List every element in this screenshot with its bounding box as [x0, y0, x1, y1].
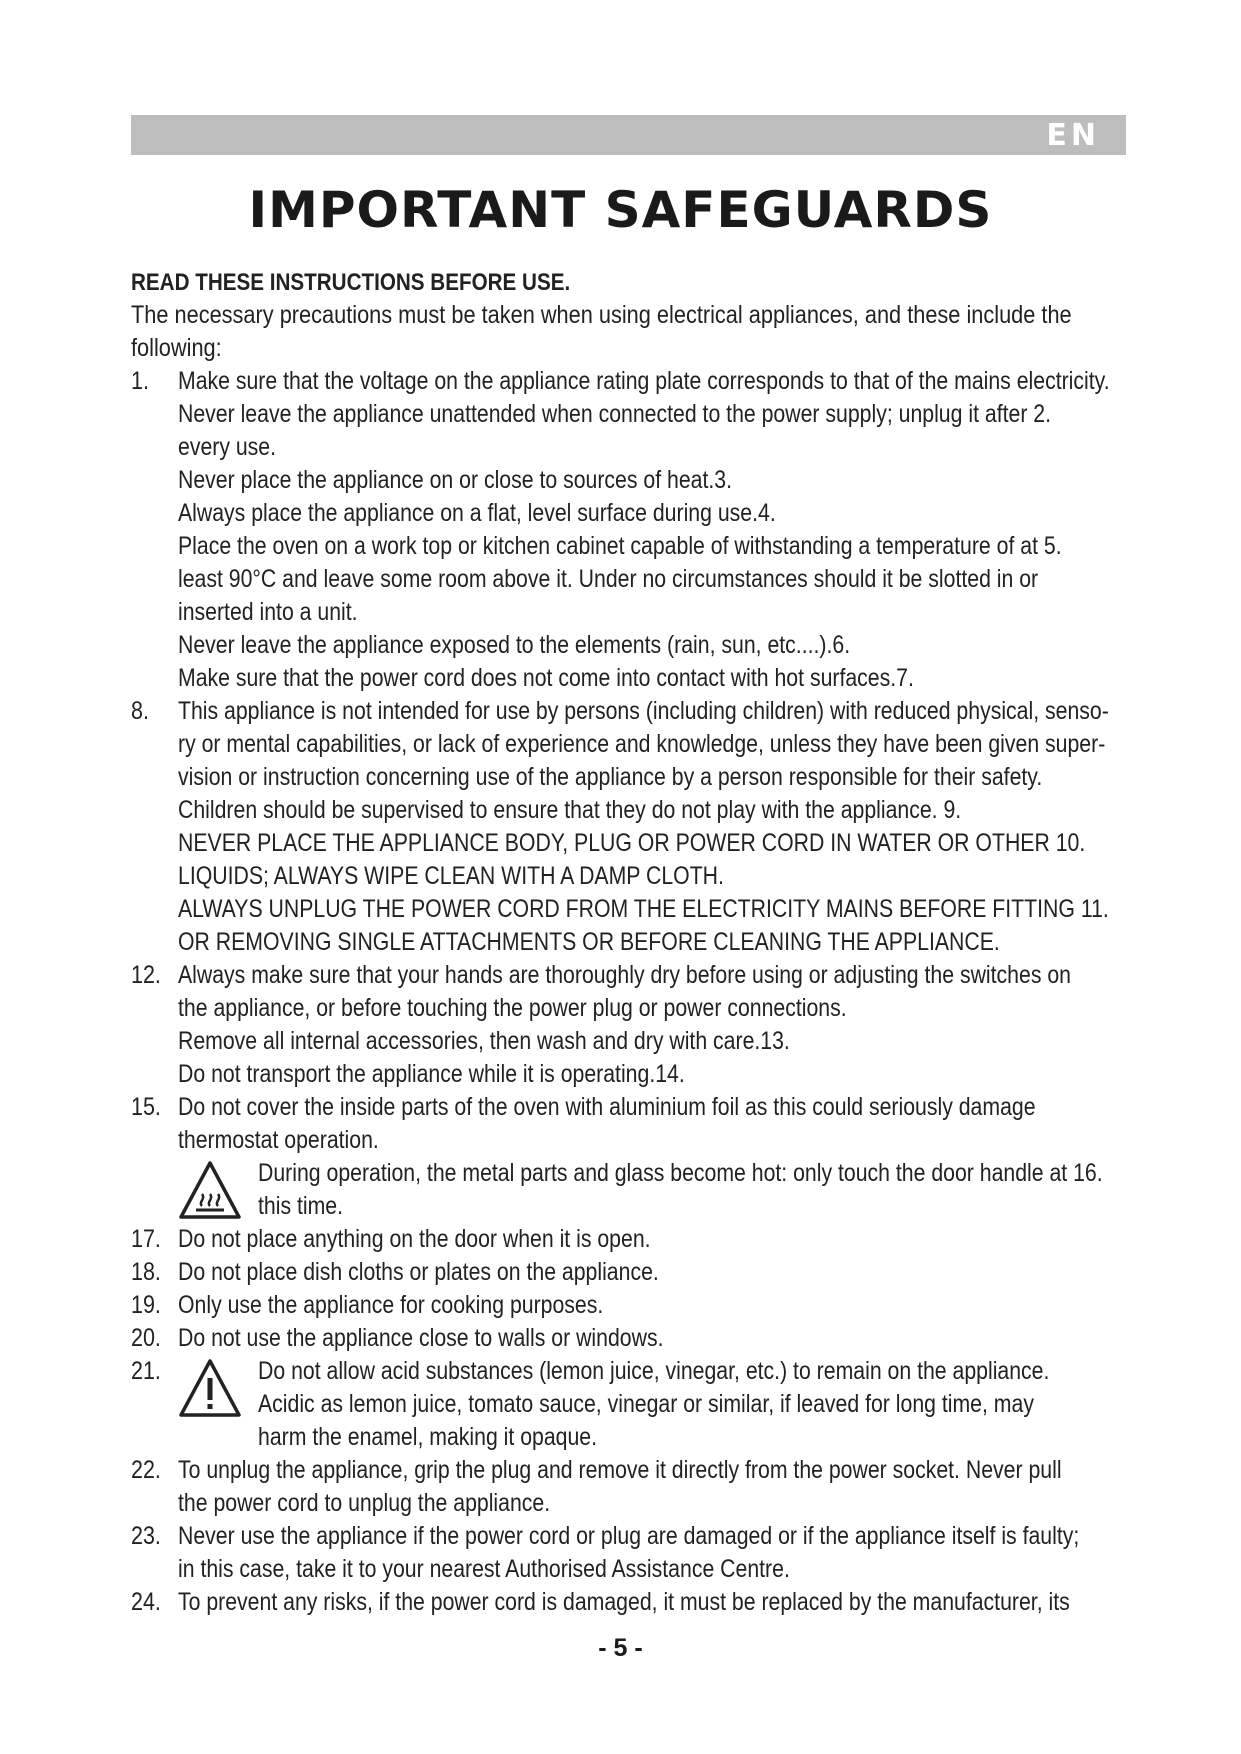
language-label: EN [1046, 118, 1100, 153]
list-item [131, 1025, 1131, 1058]
list-item [131, 398, 1131, 464]
list-item [131, 1586, 1131, 1619]
item-text-line: Only use the appliance for cooking purposes. [178, 1291, 604, 1319]
item-text-line: Do not cover the inside parts of the oven with aluminium foil as this could seriously damage [178, 1093, 1036, 1121]
item-text-line: Children should be supervised to ensure that they do not play with the appliance. 9. [178, 796, 962, 824]
item-text-line: Never leave the appliance exposed to the elements (rain, sun, etc....).6. [178, 631, 851, 659]
intro-line: following: [131, 334, 222, 362]
item-number: 18. [131, 1258, 161, 1286]
list-item [131, 794, 1131, 827]
item-text-line: To unplug the appliance, grip the plug and remove it directly from the power socket. Never pull [178, 1456, 1062, 1484]
item-text-line: Do not allow acid substances (lemon juice, vinegar, etc.) to remain on the appliance. [258, 1357, 1050, 1385]
item-number: 24. [131, 1588, 161, 1616]
item-text-line: this time. [258, 1192, 344, 1220]
item-number: 21. [131, 1357, 161, 1385]
item-number: 15. [131, 1093, 161, 1121]
list-item [131, 893, 1131, 959]
document-body [131, 266, 1131, 1619]
item-text [178, 695, 1109, 794]
item-text [178, 1454, 1062, 1520]
item-number: 20. [131, 1324, 161, 1352]
item-text [178, 827, 1086, 893]
page-number: - 5 - [598, 1634, 643, 1662]
item-text [178, 629, 988, 662]
list-item [131, 464, 1131, 497]
item-text [178, 959, 1071, 1025]
item-text [178, 1091, 1036, 1157]
list-item [131, 530, 1131, 629]
item-text-line: OR REMOVING SINGLE ATTACHMENTS OR BEFORE CLEANING THE APPLIANCE. [178, 928, 1000, 956]
item-text-line: Do not transport the appliance while it is operating.14. [178, 1060, 685, 1088]
item-text-line: Make sure that the voltage on the appliance rating plate corresponds to that of the mains electricity. [178, 367, 1110, 395]
item-text-line: Never leave the appliance unattended when connected to the power supply; unplug it after 2. [178, 400, 1052, 428]
page-title: IMPORTANT SAFEGUARDS [248, 181, 993, 239]
list-item [131, 1223, 1131, 1256]
list-item [131, 1157, 1131, 1223]
item-text-line: harm the enamel, making it opaque. [258, 1423, 598, 1451]
language-bar [131, 115, 1126, 155]
item-text [178, 365, 1110, 398]
item-text [178, 398, 1052, 464]
list-item [131, 662, 1131, 695]
list-item [131, 1454, 1131, 1520]
item-text [258, 1355, 1050, 1454]
item-text-line: Acidic as lemon juice, tomato sauce, vinegar or similar, if leaved for long time, may [258, 1390, 1034, 1418]
item-text-line: Do not place anything on the door when it is open. [178, 1225, 651, 1253]
item-text [178, 1289, 988, 1322]
warning-icon [178, 1358, 242, 1418]
item-text-line: Remove all internal accessories, then wash and dry with care.13. [178, 1027, 790, 1055]
list-item [131, 1520, 1131, 1586]
item-text-line: Do not use the appliance close to walls or windows. [178, 1324, 664, 1352]
item-text-line: Place the oven on a work top or kitchen cabinet capable of withstanding a temperature of at 5. [178, 532, 1062, 560]
item-text-line: This appliance is not intended for use by persons (including children) with reduced physical, senso- [178, 697, 1109, 725]
item-number: 8. [131, 697, 149, 725]
item-text-line: Never place the appliance on or close to sources of heat.3. [178, 466, 733, 494]
list-item [131, 1322, 1131, 1355]
list-item [131, 695, 1131, 794]
list-item [131, 365, 1131, 398]
item-text-line: in this case, take it to your nearest Authorised Assistance Centre. [178, 1555, 790, 1583]
hot-surface-icon [178, 1160, 242, 1220]
list-item [131, 1091, 1131, 1157]
list-item [131, 959, 1131, 1025]
item-text-line: During operation, the metal parts and glass become hot: only touch the door handle at 16. [258, 1159, 1103, 1187]
item-number: 17. [131, 1225, 161, 1253]
list-item [131, 1058, 1131, 1091]
list-item [131, 1256, 1131, 1289]
list-item [131, 827, 1131, 893]
item-text-line: least 90°C and leave some room above it. Under no circumstances should it be slotted in or [178, 565, 1039, 593]
item-text [178, 497, 988, 530]
item-number: 1. [131, 367, 149, 395]
item-number: 22. [131, 1456, 161, 1484]
intro-paragraph [131, 299, 1072, 365]
item-text [178, 1256, 988, 1289]
safeguards-list [131, 365, 1131, 1619]
item-text [178, 1322, 988, 1355]
item-text-line: inserted into a unit. [178, 598, 358, 626]
item-number: 19. [131, 1291, 161, 1319]
item-text-line: vision or instruction concerning use of the appliance by a person responsible for their safety. [178, 763, 1043, 791]
item-text-line: Never use the appliance if the power cord or plug are damaged or if the appliance itself is faulty; [178, 1522, 1080, 1550]
item-text-line: To prevent any risks, if the power cord is damaged, it must be replaced by the manufacturer, its [178, 1588, 1070, 1616]
item-text [178, 1025, 988, 1058]
item-text [258, 1157, 1103, 1223]
item-text-line: LIQUIDS; ALWAYS WIPE CLEAN WITH A DAMP CLOTH. [178, 862, 724, 890]
item-text-line: Do not place dish cloths or plates on the appliance. [178, 1258, 659, 1286]
item-text-line: Always place the appliance on a flat, level surface during use.4. [178, 499, 776, 527]
item-text-line: NEVER PLACE THE APPLIANCE BODY, PLUG OR POWER CORD IN WATER OR OTHER 10. [178, 829, 1086, 857]
read-instructions-heading: READ THESE INSTRUCTIONS BEFORE USE. [131, 269, 571, 296]
item-text [178, 1520, 1080, 1586]
item-text-line: thermostat operation. [178, 1126, 379, 1154]
item-text-line: ry or mental capabilities, or lack of experience and knowledge, unless they have been given super- [178, 730, 1106, 758]
item-text [178, 893, 1109, 959]
item-text [178, 1058, 988, 1091]
list-item [131, 1355, 1131, 1454]
item-text [178, 794, 988, 827]
intro-line: The necessary precautions must be taken when using electrical appliances, and these include the [131, 301, 1072, 329]
item-text-line: ALWAYS UNPLUG THE POWER CORD FROM THE ELECTRICITY MAINS BEFORE FITTING 11. [178, 895, 1109, 923]
item-text [178, 662, 988, 695]
item-text-line: Always make sure that your hands are thoroughly dry before using or adjusting the switches on [178, 961, 1071, 989]
item-text [178, 1223, 988, 1256]
item-text-line: every use. [178, 433, 277, 461]
item-text [178, 464, 988, 497]
item-text [178, 1586, 1070, 1619]
list-item [131, 1289, 1131, 1322]
item-number: 12. [131, 961, 161, 989]
item-number: 23. [131, 1522, 161, 1550]
item-text-line: Make sure that the power cord does not come into contact with hot surfaces.7. [178, 664, 914, 692]
item-text-line: the power cord to unplug the appliance. [178, 1489, 551, 1517]
item-text-line: the appliance, or before touching the power plug or power connections. [178, 994, 847, 1022]
list-item [131, 629, 1131, 662]
list-item [131, 497, 1131, 530]
item-text [178, 530, 1062, 629]
